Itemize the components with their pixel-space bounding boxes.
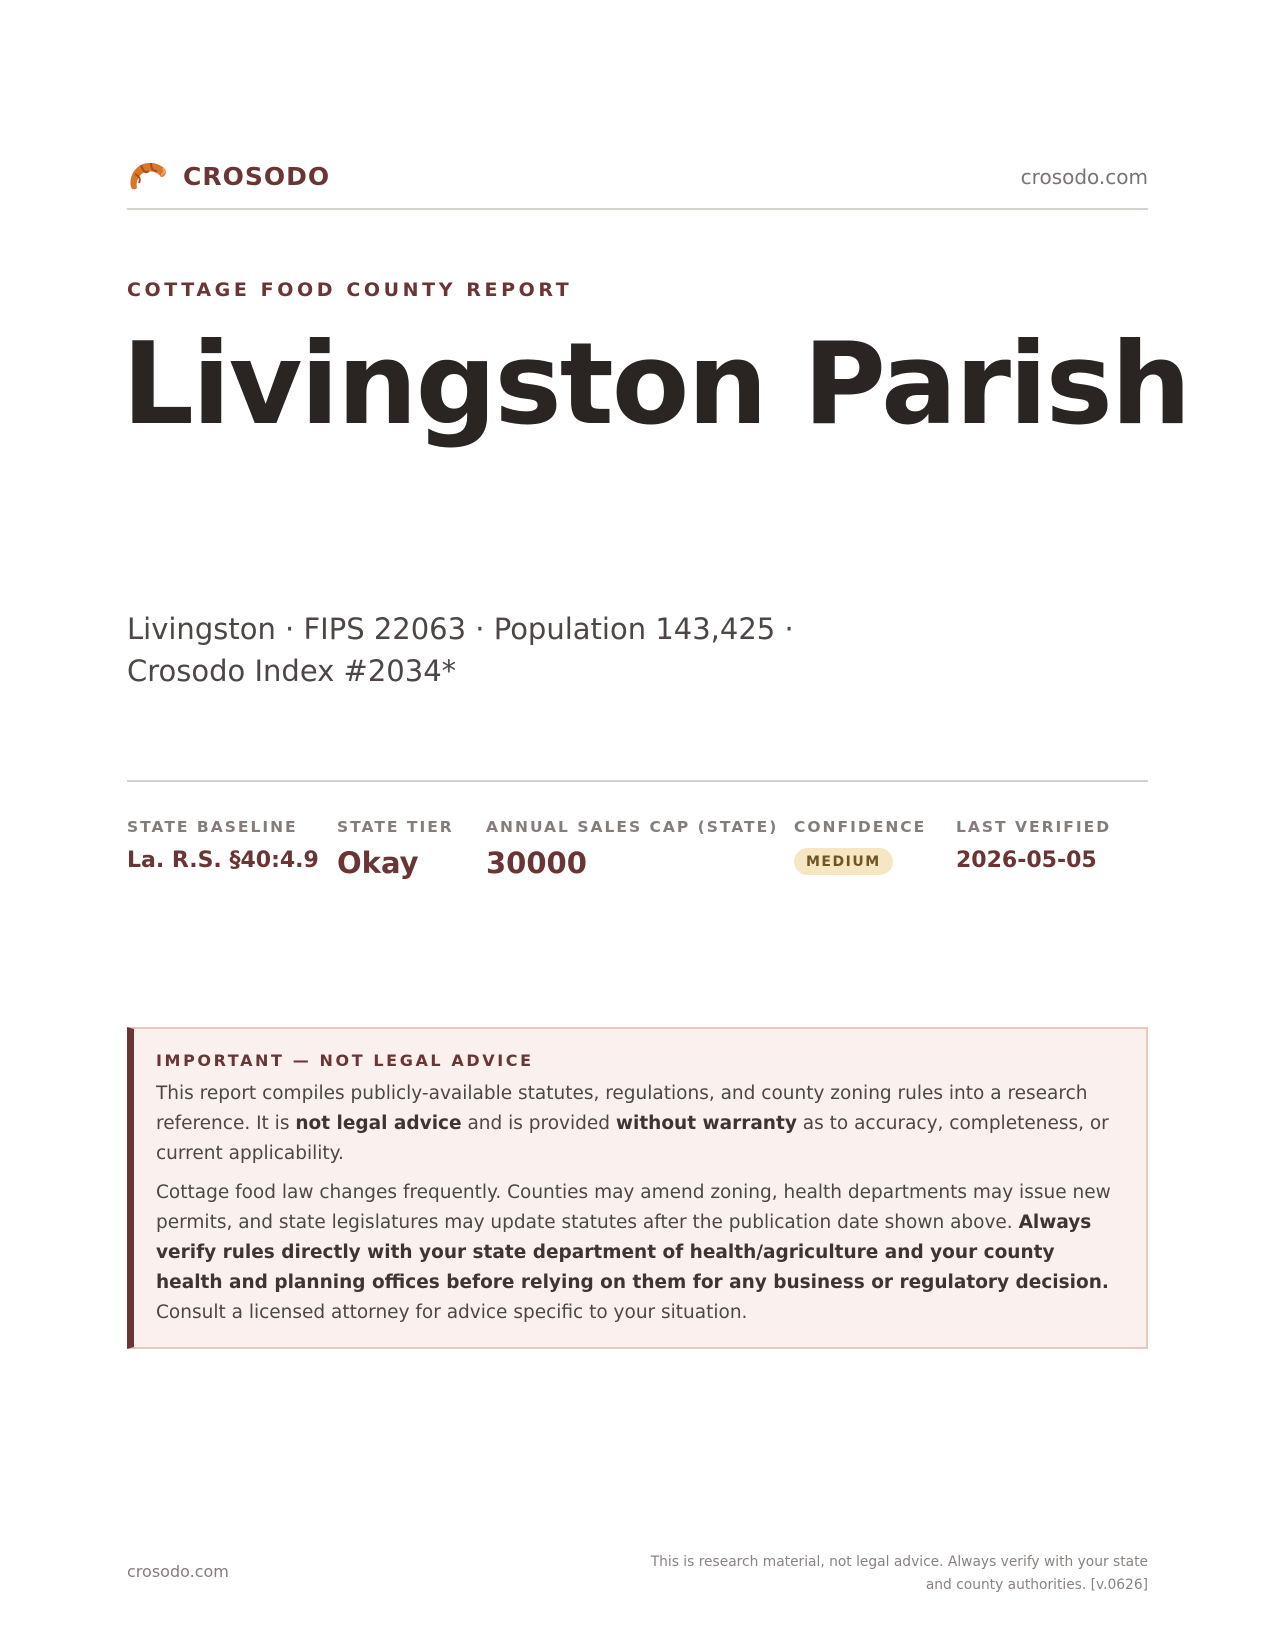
page-header xyxy=(127,158,1148,210)
site-url-link[interactable]: crosodo.com xyxy=(1020,165,1148,189)
footer-disclaimer: This is research material, not legal advice. Always verify with your state and county authorities. [v.0626] xyxy=(650,1554,1148,1593)
notice-text: and is provided xyxy=(461,1113,616,1134)
notice-text: This report compiles publicly-available statutes, regulations, and county zoning rules into a research reference. It is xyxy=(156,1083,1088,1134)
notice-emphasis: without warranty xyxy=(615,1113,797,1134)
report-eyebrow: COTTAGE FOOD COUNTY REPORT xyxy=(127,279,573,301)
stat-label: STATE BASELINE xyxy=(127,818,298,836)
notice-text: Cottage food law changes frequently. Counties may amend zoning, health departments may issue new permits, and state legislatures may update statutes after the publication date shown above. xyxy=(156,1182,1111,1233)
stat-label: ANNUAL SALES CAP (STATE) xyxy=(486,818,779,836)
notice-paragraph xyxy=(156,1079,1122,1169)
notice-paragraph xyxy=(156,1178,1122,1328)
page-title: Livingston Parish xyxy=(122,318,1190,450)
legal-notice xyxy=(127,1027,1148,1349)
stat-confidence xyxy=(794,818,926,875)
stat-label: LAST VERIFIED xyxy=(956,818,1112,836)
confidence-badge: MEDIUM xyxy=(794,848,893,875)
stat-value: 30000 xyxy=(486,846,587,880)
stat-last-verified xyxy=(956,818,1111,873)
divider xyxy=(127,780,1148,782)
stat-annual-sales-cap xyxy=(486,818,778,880)
report-subtitle: Livingston · FIPS 22063 · Population 143,425 · Crosodo Index #2034* xyxy=(127,612,794,688)
stat-value: La. R.S. §40:4.9 xyxy=(127,848,319,873)
stat-state-tier xyxy=(337,818,454,880)
notice-text: Consult a licensed attorney for advice specific to your situation. xyxy=(156,1302,748,1323)
notice-text: as to accuracy, completeness, or current applicability. xyxy=(156,1113,1109,1164)
notice-title: IMPORTANT — NOT LEGAL ADVICE xyxy=(156,1051,534,1070)
stat-value: Okay xyxy=(337,846,419,880)
stat-label: CONFIDENCE xyxy=(794,818,927,836)
stat-label: STATE TIER xyxy=(337,818,454,836)
croissant-icon xyxy=(127,157,169,195)
stat-value: 2026-05-05 xyxy=(956,848,1097,873)
brand[interactable] xyxy=(127,158,330,195)
notice-emphasis: Always verify rules directly with your state department of health/agriculture and your county health and planning offices before relying on them for any business or regulatory decision. xyxy=(156,1212,1109,1293)
brand-name: CROSODO xyxy=(183,162,331,191)
notice-emphasis: not legal advice xyxy=(295,1113,462,1134)
stat-state-baseline xyxy=(127,818,319,873)
footer-site-link[interactable]: crosodo.com xyxy=(127,1562,229,1581)
